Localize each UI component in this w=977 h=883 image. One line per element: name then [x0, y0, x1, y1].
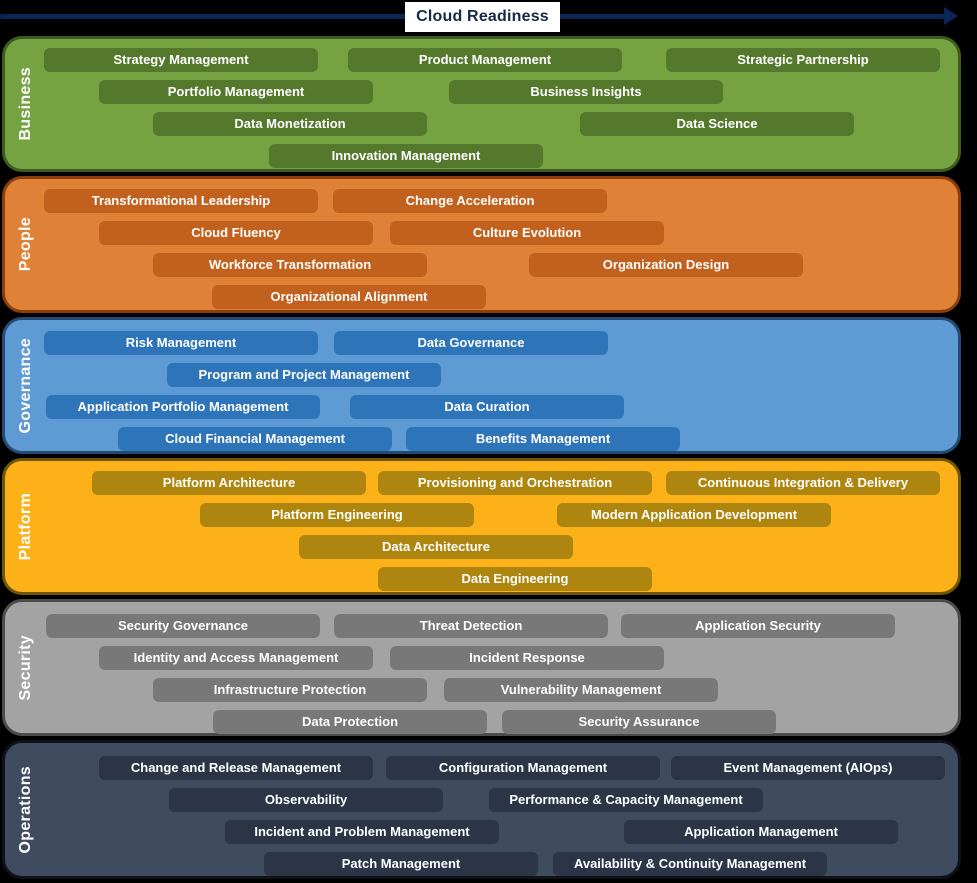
band-platform [2, 458, 961, 595]
capability-pill: Event Management (AIOps) [671, 756, 945, 780]
capability-pill: Availability & Continuity Management [553, 852, 827, 876]
capability-pill: Portfolio Management [99, 80, 373, 104]
capability-pill: Observability [169, 788, 443, 812]
band-label-column [11, 461, 41, 592]
band-label-column [11, 602, 41, 733]
capability-pill: Innovation Management [269, 144, 543, 168]
capability-pill: Security Assurance [502, 710, 776, 734]
capability-pill: Workforce Transformation [153, 253, 427, 277]
capability-pill: Cloud Financial Management [118, 427, 392, 451]
band-label: Operations [17, 765, 34, 854]
band-label-column [11, 39, 41, 169]
band-label: People [17, 217, 34, 272]
capability-pill: Configuration Management [386, 756, 660, 780]
capability-pill: Infrastructure Protection [153, 678, 427, 702]
capability-pill: Incident and Problem Management [225, 820, 499, 844]
capability-pill: Strategic Partnership [666, 48, 940, 72]
capability-pill: Identity and Access Management [99, 646, 373, 670]
capability-pill: Benefits Management [406, 427, 680, 451]
capability-pill: Program and Project Management [167, 363, 441, 387]
capability-pill: Application Security [621, 614, 895, 638]
capability-pill: Data Engineering [378, 567, 652, 591]
capability-pill: Platform Architecture [92, 471, 366, 495]
capability-pill: Organization Design [529, 253, 803, 277]
capability-pill: Vulnerability Management [444, 678, 718, 702]
arrow-head-icon [944, 7, 958, 25]
capability-pill: Risk Management [44, 331, 318, 355]
capability-pill: Continuous Integration & Delivery [666, 471, 940, 495]
capability-pill: Transformational Leadership [44, 189, 318, 213]
band-label: Security [17, 634, 34, 701]
capability-pill: Data Architecture [299, 535, 573, 559]
capability-pill: Product Management [348, 48, 622, 72]
capability-pill: Patch Management [264, 852, 538, 876]
capability-pill: Strategy Management [44, 48, 318, 72]
band-label-column [11, 743, 41, 876]
capability-pill: Organizational Alignment [212, 285, 486, 309]
capability-pill: Application Portfolio Management [46, 395, 320, 419]
capability-pill: Threat Detection [334, 614, 608, 638]
capability-pill: Cloud Fluency [99, 221, 373, 245]
band-security [2, 599, 961, 736]
capability-pill: Business Insights [449, 80, 723, 104]
capability-pill: Provisioning and Orchestration [378, 471, 652, 495]
capability-pill: Application Management [624, 820, 898, 844]
capability-pill: Incident Response [390, 646, 664, 670]
capability-pill: Modern Application Development [557, 503, 831, 527]
capability-pill: Security Governance [46, 614, 320, 638]
band-people [2, 176, 961, 313]
band-business [2, 36, 961, 172]
band-governance [2, 317, 961, 454]
band-label: Platform [17, 492, 34, 561]
cloud-readiness-label: Cloud Readiness [405, 2, 560, 32]
band-label: Governance [17, 337, 34, 434]
band-label-column [11, 320, 41, 451]
band-operations [2, 740, 961, 879]
capability-pill: Performance & Capacity Management [489, 788, 763, 812]
capability-pill: Data Curation [350, 395, 624, 419]
band-label: Business [17, 67, 34, 141]
band-label-column [11, 179, 41, 310]
capability-pill: Data Protection [213, 710, 487, 734]
capability-pill: Data Monetization [153, 112, 427, 136]
capability-pill: Change Acceleration [333, 189, 607, 213]
capability-pill: Data Science [580, 112, 854, 136]
capability-pill: Culture Evolution [390, 221, 664, 245]
capability-pill: Change and Release Management [99, 756, 373, 780]
capability-pill: Data Governance [334, 331, 608, 355]
capability-pill: Platform Engineering [200, 503, 474, 527]
